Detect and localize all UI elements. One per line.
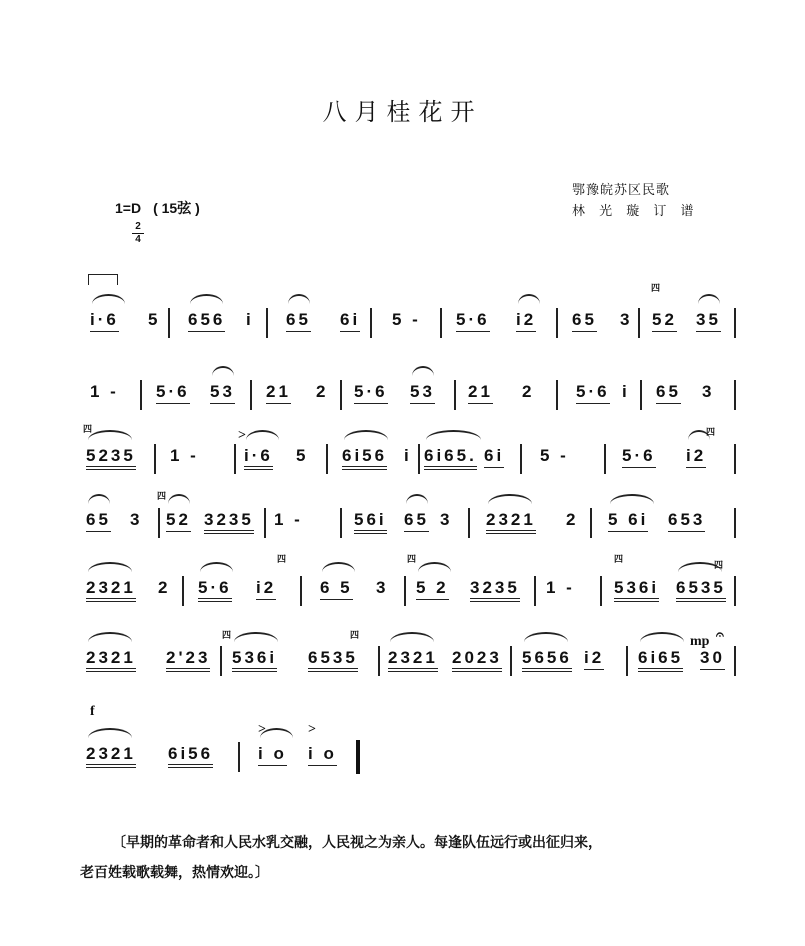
dynamic-mp: mp xyxy=(690,634,710,649)
note-group: 5235 xyxy=(86,446,136,470)
note-group: 2 xyxy=(158,578,171,597)
slur-mark xyxy=(344,430,388,440)
time-signature xyxy=(132,222,144,245)
si-marker: 四 xyxy=(614,554,624,564)
bar-line xyxy=(468,508,470,538)
bar-line xyxy=(250,380,252,410)
bar-line xyxy=(734,380,736,410)
note-group: 65 xyxy=(404,510,429,532)
note-group: i o xyxy=(308,744,337,766)
arranger-label: 林 光 璇 订 谱 xyxy=(572,204,699,219)
time-numerator: 2 xyxy=(135,221,141,232)
note-group: 536i xyxy=(232,648,277,672)
note-group: 2321 xyxy=(86,744,136,768)
note-group: i·6 xyxy=(90,310,119,332)
note-group: 6 5 xyxy=(320,578,353,600)
bar-line xyxy=(604,444,606,474)
note-group: 3 xyxy=(376,578,389,597)
bar-line xyxy=(440,308,442,338)
note-group: 3235 xyxy=(470,578,520,602)
bar-line xyxy=(234,444,236,474)
note-group: 5 xyxy=(296,446,309,465)
slur-mark xyxy=(426,430,481,440)
note-group: 5·6 xyxy=(456,310,490,332)
key-label: 1=D xyxy=(115,200,142,216)
note-group: 5 6i xyxy=(608,510,648,532)
dynamic-f: f xyxy=(90,704,95,719)
staff-row-3 xyxy=(86,436,736,480)
note-group: 5 - xyxy=(392,310,421,329)
accent-icon: > xyxy=(258,722,266,737)
note-group: i o xyxy=(258,744,287,766)
note-group: 3235 xyxy=(204,510,254,534)
note-group: i xyxy=(622,382,630,401)
bar-line xyxy=(340,380,342,410)
staff-row-7 xyxy=(86,734,736,778)
note-group: 5·6 xyxy=(622,446,656,468)
staff-row-1 xyxy=(86,300,736,344)
slur-mark xyxy=(88,430,132,440)
note-group: 5·6 xyxy=(156,382,190,404)
note-group: 2321 xyxy=(388,648,438,672)
slur-mark xyxy=(88,632,132,642)
note-group: 5 xyxy=(148,310,161,329)
source-credits xyxy=(572,180,699,222)
slur-mark xyxy=(288,294,310,304)
bar-line xyxy=(556,380,558,410)
note-group: 56i xyxy=(354,510,387,534)
bar-line xyxy=(370,308,372,338)
note-group: 5 2 xyxy=(416,578,449,600)
slur-mark xyxy=(418,562,451,572)
note-group: 2 xyxy=(316,382,329,401)
note-group: 5·6 xyxy=(198,578,232,602)
bar-line xyxy=(734,576,736,606)
tuning-label: ( 15弦 ) xyxy=(153,200,200,216)
note-group: 6i65. xyxy=(424,446,477,470)
bar-line xyxy=(266,308,268,338)
note-group: 65 xyxy=(286,310,311,332)
note-group: 65 xyxy=(572,310,597,332)
note-group: 21 xyxy=(266,382,291,404)
bar-line xyxy=(520,444,522,474)
note-group: 30 xyxy=(700,648,725,670)
si-marker: 四 xyxy=(706,427,716,437)
bar-line xyxy=(154,444,156,474)
note-group: 653 xyxy=(668,510,705,532)
note-group: 1 - xyxy=(90,382,119,401)
note-group: 6i56 xyxy=(168,744,213,768)
note-group: 2321 xyxy=(86,648,136,672)
note-group: 5·6 xyxy=(576,382,610,404)
note-group: 6i65 xyxy=(638,648,683,672)
slur-mark xyxy=(88,728,132,738)
bar-line xyxy=(626,646,628,676)
slur-mark xyxy=(92,294,125,304)
bar-line xyxy=(300,576,302,606)
bar-line xyxy=(238,742,240,772)
origin-label: 鄂豫皖苏区民歌 xyxy=(572,183,671,198)
note-group: 53 xyxy=(210,382,235,404)
note-group: 52 xyxy=(652,310,677,332)
note-group: 2'23 xyxy=(166,648,210,672)
note-group: i2 xyxy=(584,648,604,670)
slur-mark xyxy=(212,366,234,376)
final-bar-line xyxy=(356,740,360,774)
note-group: i2 xyxy=(686,446,706,468)
slur-mark xyxy=(406,494,428,504)
bar-line xyxy=(734,508,736,538)
bar-line xyxy=(158,508,160,538)
note-group: 6i xyxy=(340,310,360,332)
bar-line xyxy=(264,508,266,538)
bar-line xyxy=(556,308,558,338)
note-group: 3 xyxy=(130,510,143,529)
slur-mark xyxy=(698,294,720,304)
note-group: i2 xyxy=(516,310,536,332)
si-marker: 四 xyxy=(651,283,661,293)
slur-mark xyxy=(88,562,132,572)
bar-line xyxy=(640,380,642,410)
note-group: 1 - xyxy=(546,578,575,597)
slur-mark xyxy=(246,430,279,440)
slur-mark xyxy=(412,366,434,376)
si-marker: 四 xyxy=(714,560,724,570)
note-group: i·6 xyxy=(244,446,273,470)
song-title: 八月桂花开 xyxy=(322,98,483,126)
bar-line xyxy=(734,646,736,676)
slur-mark xyxy=(234,632,278,642)
repeat-bracket xyxy=(88,274,118,285)
accent-icon: > xyxy=(238,428,246,443)
bar-line xyxy=(220,646,222,676)
note-group: 6535 xyxy=(308,648,358,672)
note-group: 65 xyxy=(656,382,681,404)
note-group: 53 xyxy=(410,382,435,404)
bar-line xyxy=(638,308,640,338)
slur-mark xyxy=(518,294,540,304)
slur-mark xyxy=(322,562,355,572)
si-marker: 四 xyxy=(157,491,167,501)
staff-row-4 xyxy=(86,500,736,544)
note-group: 52 xyxy=(166,510,191,532)
note-group: 3 xyxy=(620,310,633,329)
note-group: 656 xyxy=(188,310,225,332)
bar-line xyxy=(168,308,170,338)
note-group: 2321 xyxy=(86,578,136,602)
slur-mark xyxy=(488,494,532,504)
slur-mark xyxy=(88,494,110,504)
note-group: 1 - xyxy=(170,446,199,465)
bar-line xyxy=(590,508,592,538)
note-group: 1 - xyxy=(274,510,303,529)
time-denominator: 4 xyxy=(135,234,141,245)
fermata-icon: 𝄐 xyxy=(716,628,724,643)
bar-line xyxy=(140,380,142,410)
note-group: 5 - xyxy=(540,446,569,465)
si-marker: 四 xyxy=(277,554,287,564)
si-marker: 四 xyxy=(83,424,93,434)
slur-mark xyxy=(390,632,434,642)
bar-line xyxy=(734,308,736,338)
footnote-line-1: 〔早期的革命者和人民水乳交融，人民视之为亲人。每逢队伍远行或出征归来， xyxy=(112,835,602,851)
bar-line xyxy=(454,380,456,410)
bar-line xyxy=(182,576,184,606)
bar-line xyxy=(378,646,380,676)
note-group: 2 xyxy=(522,382,535,401)
footnote-line-2: 老百姓载歌载舞，热情欢迎。〕 xyxy=(80,865,269,881)
slur-mark xyxy=(610,494,654,504)
staff-row-6 xyxy=(86,638,736,682)
bar-line xyxy=(734,444,736,474)
slur-mark xyxy=(640,632,684,642)
note-group: 35 xyxy=(696,310,721,332)
staff-row-5 xyxy=(86,568,736,612)
note-group: 6535 xyxy=(676,578,726,602)
note-group: i2 xyxy=(256,578,276,600)
note-group: 65 xyxy=(86,510,111,532)
note-group: i xyxy=(404,446,412,465)
slur-mark xyxy=(524,632,568,642)
footnote xyxy=(80,828,752,888)
staff-row-2 xyxy=(86,372,736,416)
bar-line xyxy=(418,444,420,474)
si-marker: 四 xyxy=(407,554,417,564)
note-group: 2321 xyxy=(486,510,536,534)
bar-line xyxy=(510,646,512,676)
bar-line xyxy=(404,576,406,606)
bar-line xyxy=(326,444,328,474)
note-group: 2023 xyxy=(452,648,502,672)
bar-line xyxy=(534,576,536,606)
si-marker: 四 xyxy=(222,630,232,640)
note-group: i xyxy=(246,310,254,329)
note-group: 536i xyxy=(614,578,659,602)
note-group: 6i56 xyxy=(342,446,387,470)
slur-mark xyxy=(200,562,233,572)
note-group: 5656 xyxy=(522,648,572,672)
slur-mark xyxy=(168,494,190,504)
accent-icon: > xyxy=(308,722,316,737)
si-marker: 四 xyxy=(350,630,360,640)
note-group: 3 xyxy=(702,382,715,401)
note-group: 5·6 xyxy=(354,382,388,404)
note-group: 6i xyxy=(484,446,504,468)
key-signature xyxy=(115,198,200,218)
note-group: 21 xyxy=(468,382,493,404)
slur-mark xyxy=(190,294,223,304)
bar-line xyxy=(600,576,602,606)
note-group: 2 xyxy=(566,510,579,529)
note-group: 3 xyxy=(440,510,453,529)
bar-line xyxy=(340,508,342,538)
